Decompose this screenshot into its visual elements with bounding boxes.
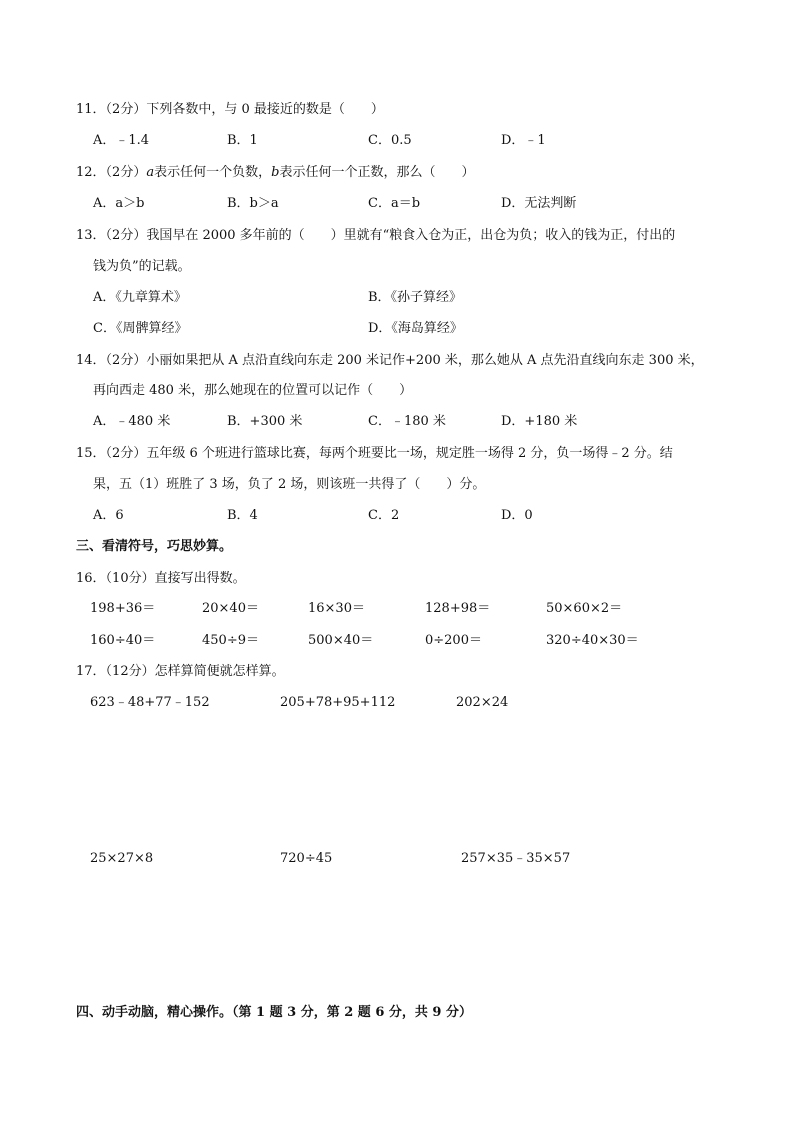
q16-stem: 16．（10分）直接写出得数。: [76, 571, 246, 586]
q13-stem-line1: 13．（2分）我国早在 2000 多年前的（ ）里就有“粮食入仓为正，出仓为负；收入的钱为正，付出的: [76, 228, 676, 243]
q16-item: 160÷40＝: [90, 633, 156, 648]
q16-item: 450÷9＝: [202, 633, 259, 648]
q15-option-b: B．4: [227, 508, 258, 523]
q13-option-c: C．《周髀算经》: [93, 321, 188, 336]
q13-option-a: A．《九章算术》: [93, 290, 187, 305]
q17-item: 25×27×8: [90, 851, 154, 866]
q17-stem: 17．（12分）怎样算简便就怎样算。: [76, 664, 285, 679]
q12-option-d: D．无法判断: [501, 196, 577, 211]
q12-option-b: B．b＞a: [227, 196, 279, 211]
q17-item: 205+78+95+112: [280, 695, 396, 710]
q16-item: 198+36＝: [90, 601, 156, 616]
q13-option-b: B．《孙子算经》: [368, 290, 463, 305]
q15-option-d: D．0: [501, 508, 533, 523]
q13-option-d: D．《海岛算经》: [368, 321, 463, 336]
q16-item: 0÷200＝: [425, 633, 482, 648]
q16-item: 20×40＝: [202, 601, 259, 616]
q12-stem-prefix: 12．（2分）: [76, 165, 147, 180]
q12-var-a: a: [146, 165, 155, 180]
q11-option-d: D．﹣1: [501, 133, 546, 148]
q12-option-a: A．a＞b: [93, 196, 145, 211]
q15-stem-line2: 果，五（1）班胜了 3 场，负了 2 场，则该班一共得了（ ）分。: [93, 477, 486, 492]
section-3-heading: 三、看清符号，巧思妙算。: [76, 539, 233, 554]
q12-stem: [76, 164, 474, 182]
q12-option-c: C．a＝b: [368, 196, 421, 211]
q13-stem-line2: 钱为负”的记载。: [93, 259, 191, 274]
q15-option-a: A．6: [93, 508, 124, 523]
q16-item: 16×30＝: [308, 601, 365, 616]
q11-option-a: A．﹣1.4: [93, 133, 150, 148]
q12-var-b: b: [271, 165, 280, 180]
q17-item: 202×24: [456, 695, 509, 710]
q12-stem-suffix: 表示任何一个正数，那么（ ）: [279, 165, 475, 180]
q14-option-b: B．+300 米: [227, 414, 303, 429]
q17-item: 623﹣48+77﹣152: [90, 695, 210, 710]
q14-option-a: A．﹣480 米: [93, 414, 171, 429]
q11-stem: 11．（2分）下列各数中，与 0 最接近的数是（ ）: [76, 102, 384, 117]
q17-item: 720÷45: [280, 851, 333, 866]
q15-option-c: C．2: [368, 508, 400, 523]
q17-item: 257×35﹣35×57: [461, 851, 571, 866]
q14-option-d: D．+180 米: [501, 414, 578, 429]
q11-option-b: B．1: [227, 133, 258, 148]
q14-option-c: C．﹣180 米: [368, 414, 446, 429]
q16-item: 50×60×2＝: [546, 601, 623, 616]
q16-item: 320÷40×30＝: [546, 633, 639, 648]
q14-stem-line1: 14．（2分）小丽如果把从 A 点沿直线向东走 200 米记作+200 米，那么她从 A 点先沿直线向东走 300 米，: [76, 353, 704, 368]
q16-item: 500×40＝: [308, 633, 374, 648]
section-4-heading: 四、动手动脑，精心操作。（第 1 题 3 分，第 2 题 6 分，共 9 分）: [76, 1005, 472, 1020]
q11-option-c: C．0.5: [368, 133, 412, 148]
q14-stem-line2: 再向西走 480 米，那么她现在的位置可以记作（ ）: [93, 383, 413, 398]
q15-stem-line1: 15．（2分）五年级 6 个班进行篮球比赛，每两个班要比一场，规定胜一场得 2 分，负一场得﹣2 分。结: [76, 446, 673, 461]
q12-stem-mid: 表示任何一个负数，: [154, 165, 272, 180]
q16-item: 128+98＝: [425, 601, 491, 616]
